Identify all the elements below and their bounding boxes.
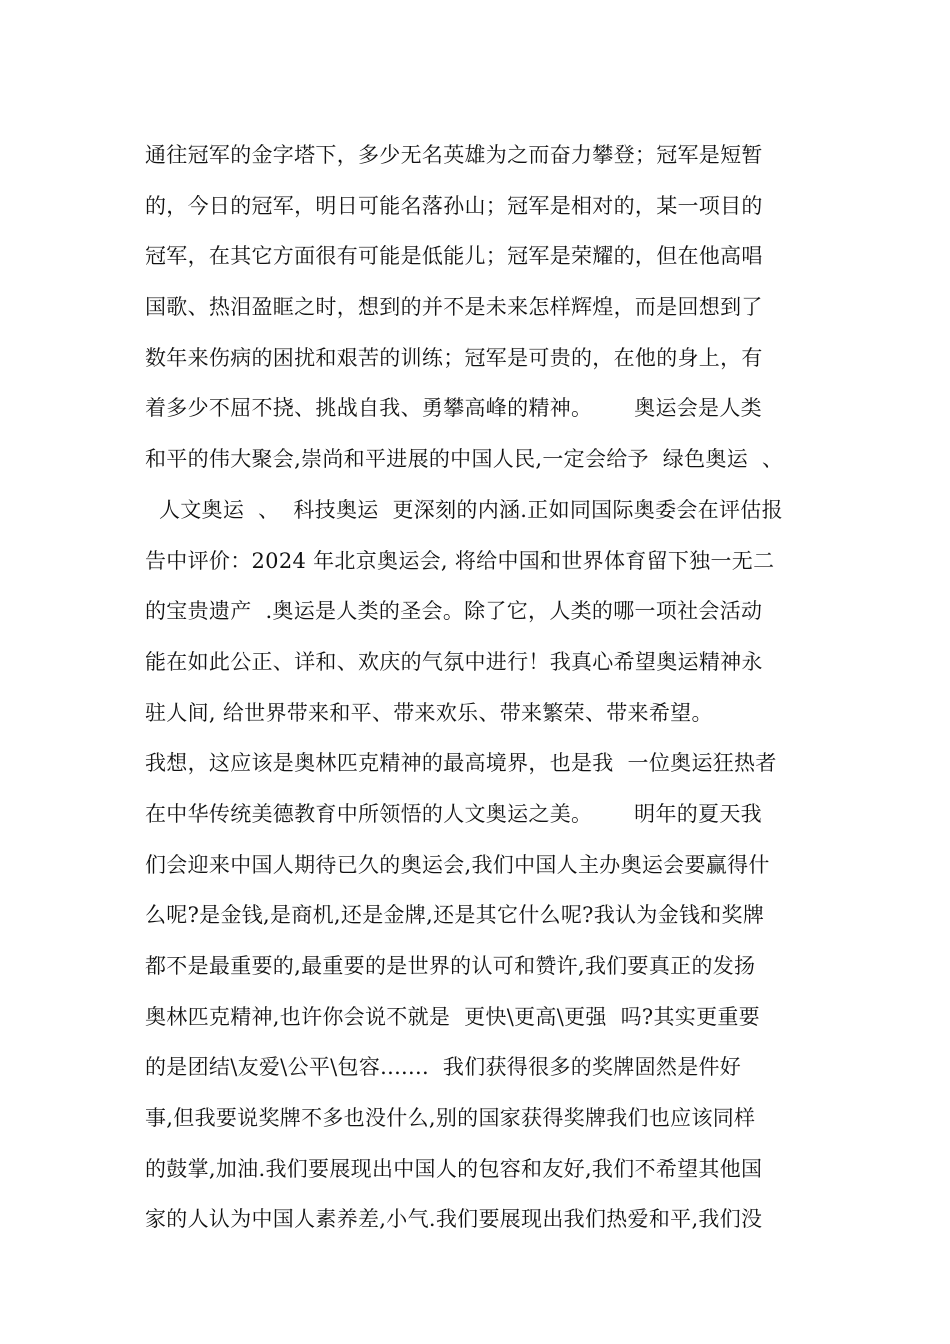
text-line: 家的人认为中国人素养差,小气.我们要展现出我们热爱和平,我们没 — [145, 1207, 763, 1232]
text-line: 奥林匹克精神,也许你会说不就是 更快\更高\更强 吗?其实更重要 — [145, 1004, 760, 1029]
text-line: 国歌、热泪盈眶之时，想到的并不是未来怎样辉煌，而是回想到了 — [145, 295, 763, 320]
text-line: 的鼓掌,加油.我们要展现出中国人的包容和友好,我们不希望其他国 — [145, 1156, 763, 1181]
text-line: 冠军，在其它方面很有可能是低能儿；冠军是荣耀的，但在他高唱 — [145, 244, 763, 269]
text-line: 人文奥运 、 科技奥运 更深刻的内涵.正如同国际奥委会在评估报 — [145, 497, 783, 522]
text-line: 在中华传统美德教育中所领悟的人文奥运之美。 明年的夏天我 — [145, 801, 762, 826]
text-line: 驻人间, 给世界带来和平、带来欢乐、带来繁荣、带来希望。 — [145, 700, 713, 725]
text-line: 和平的伟大聚会,崇尚和平进展的中国人民,一定会给予 绿色奥运 、 — [145, 447, 784, 472]
text-line: 的宝贵遗产 .奥运是人类的圣会。除了它，人类的哪一项社会活动 — [145, 599, 763, 624]
text-line: 着多少不屈不挠、挑战自我、勇攀高峰的精神。 奥运会是人类 — [145, 396, 762, 421]
text-line: 通往冠军的金字塔下，多少无名英雄为之而奋力攀登；冠军是短暂 — [145, 143, 763, 167]
body-text — [145, 130, 835, 1245]
text-line: 都不是最重要的,最重要的是世界的认可和赞许,我们要真正的发扬 — [145, 954, 756, 978]
text-line: 能在如此公正、详和、欢庆的气氛中进行！我真心希望奥运精神永 — [145, 649, 763, 674]
text-line: 的是团结\友爱\公平\包容....... 我们获得很多的奖牌固然是件好 — [145, 1055, 742, 1080]
text-line: 事,但我要说奖牌不多也没什么,别的国家获得奖牌我们也应该同样 — [145, 1106, 756, 1131]
text-line: 我想，这应该是奥林匹克精神的最高境界，也是我 一位奥运狂热者 — [145, 751, 777, 776]
text-line: 么呢?是金钱,是商机,还是金牌,还是其它什么呢?我认为金钱和奖牌 — [145, 903, 765, 928]
text-line: 数年来伤病的困扰和艰苦的训练；冠军是可贵的，在他的身上，有 — [145, 345, 763, 370]
text-line: 告中评价：2024 年北京奥运会, 将给中国和世界体育留下独一无二 — [145, 548, 775, 573]
text-line: 的，今日的冠军，明日可能名落孙山；冠军是相对的，某一项目的 — [145, 193, 763, 218]
text-line: 们会迎来中国人期待已久的奥运会,我们中国人主办奥运会要赢得什 — [145, 852, 770, 877]
